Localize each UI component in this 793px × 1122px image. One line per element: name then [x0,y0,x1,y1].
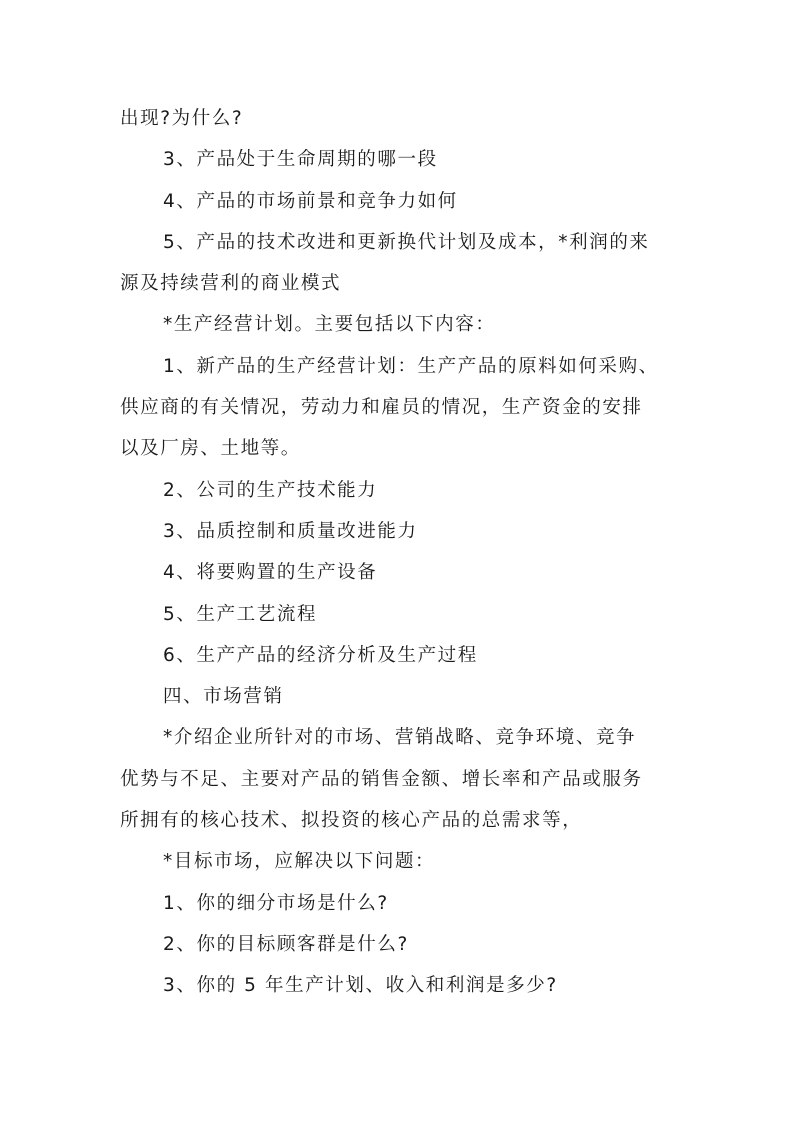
paragraph-line: 3、产品处于生命周期的哪一段 [163,149,438,171]
paragraph-line: 1、你的细分市场是什么? [163,892,389,914]
paragraph-line: *生产经营计划。主要包括以下内容： [163,314,496,336]
paragraph-line: 1、新产品的生产经营计划：生产产品的原料如何采购、 [163,355,659,377]
paragraph-line: 3、你的 5 年生产计划、收入和利润是多少? [163,975,558,997]
paragraph-line: 源及持续营利的商业模式 [120,273,342,295]
paragraph-line: 2、你的目标顾客群是什么? [163,933,409,955]
paragraph-line: 出现?为什么? [120,108,244,129]
paragraph-line: 5、产品的技术改进和更新换代计划及成本，*利润的来 [163,231,650,253]
paragraph-line: 4、产品的市场前景和竞争力如何 [163,190,458,212]
section-heading: 四、市场营销 [163,686,284,708]
paragraph-line: 6、生产产品的经济分析及生产过程 [163,644,478,666]
paragraph-line: 优势与不足、主要对产品的销售金额、增长率和产品或服务 [120,768,643,790]
paragraph-line: 供应商的有关情况，劳动力和雇员的情况，生产资金的安排 [120,397,643,419]
paragraph-line: 5、生产工艺流程 [163,603,318,625]
paragraph-line: 4、将要购置的生产设备 [163,562,378,584]
paragraph-line: *介绍企业所针对的市场、营销战略、竞争环境、竞争 [163,727,637,749]
document-body [120,98,680,1007]
paragraph-line: 3、品质控制和质量改进能力 [163,520,418,542]
paragraph-line: *目标市场，应解决以下问题： [163,851,436,873]
paragraph-line: 2、公司的生产技术能力 [163,479,378,501]
paragraph-line: 所拥有的核心技术、拟投资的核心产品的总需求等， [120,810,583,832]
paragraph-line: 以及厂房、土地等。 [120,438,301,460]
